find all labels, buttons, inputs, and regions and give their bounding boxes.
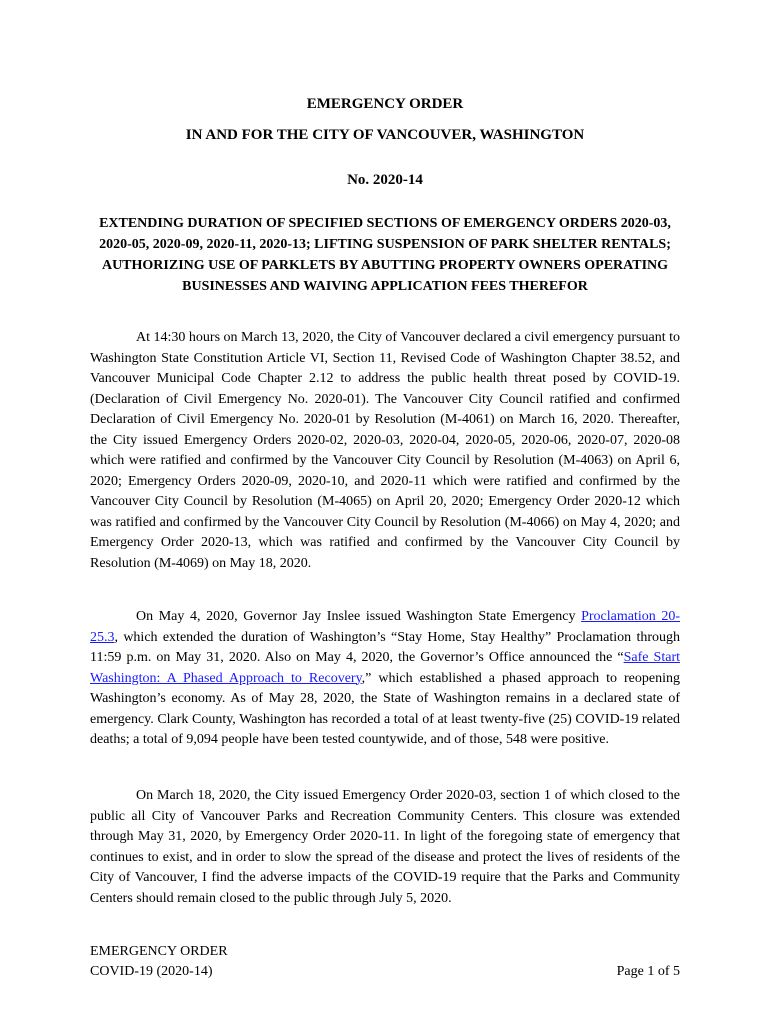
footer-line-1: EMERGENCY ORDER [90, 944, 228, 959]
page-number: Page 1 of 5 [616, 964, 680, 979]
paragraph-2-text-a: On May 4, 2020, Governor Jay Inslee issued Washington State Emergency [136, 609, 582, 624]
paragraph-2-text-c: ,” which established a phased approach to reopening Washington’s economy. As of May 28, 2020, the State of Washington remains in a declared state of emergency. Clark County, Washington has recorded a total of at least twenty-five (25) COVID-19 related deaths; a total of 9,094 people have been tested countywide, and of those, 548 were positive. [90, 670, 680, 747]
paragraph-2 [90, 607, 680, 751]
order-title: EMERGENCY ORDER [306, 96, 464, 112]
proclamation-link[interactable]: Proclamation 20-25.3 [90, 609, 681, 645]
safe-start-link[interactable]: Safe Start Washington: A Phased Approach to Recovery [90, 650, 680, 686]
order-number: No. 2020-14 [347, 172, 423, 188]
order-subtitle: EXTENDING DURATION OF SPECIFIED SECTIONS OF EMERGENCY ORDERS 2020-03, 2020-05, 2020-09, 2020-11, 2020-13; LIFTING SUSPENSION OF PARK SHELTER RENTALS; AUTHORIZING USE OF PARKLETS BY ABUTTING PROPERTY OWNERS OPERATING BUSINESSES AND WAIVING APPLICATION FEES THEREFOR [99, 216, 671, 294]
footer-line-2: COVID-19 (2020-14) [90, 964, 213, 979]
paragraph-3: On March 18, 2020, the City issued Emergency Order 2020-03, section 1 of which closed to the public all City of Vancouver Parks and Recreation Community Centers. This closure was extended through May 31, 2020, by Emergency Order 2020-11. In light of the foregoing state of emergency that continues to exist, and in order to slow the spread of the disease and protect the lives of residents of the City of Vancouver, I find the adverse impacts of the COVID-19 require that the Parks and Community Centers should remain closed to the public through July 5, 2020. [90, 788, 680, 906]
order-jurisdiction: IN AND FOR THE CITY OF VANCOUVER, WASHINGTON [185, 127, 585, 143]
footer-label [90, 942, 228, 982]
paragraph-1: At 14:30 hours on March 13, 2020, the City of Vancouver declared a civil emergency pursuant to Washington State Constitution Article VI, Section 11, Revised Code of Washington Chapter 38.52, and Vancouver Municipal Code Chapter 2.12 to address the public health threat posed by COVID-19. (Declaration of Civil Emergency No. 2020-01). The Vancouver City Council ratified and confirmed Declaration of Civil Emergency No. 2020-01 by Resolution (M-4061) on March 16, 2020. Thereafter, the City issued Emergency Orders 2020-02, 2020-03, 2020-04, 2020-05, 2020-06, 2020-07, 2020-08 which were ratified and confirmed by the Vancouver City Council by Resolution (M-4063) on April 6, 2020; Emergency Orders 2020-09, 2020-10, and 2020-11 which were ratified and confirmed by the Vancouver City Council by Resolution (M-4065) on April 20, 2020; Emergency Order 2020-12 which was ratified and confirmed by the Vancouver City Council by Resolution (M-4066) on May 4, 2020; and Emergency Order 2020-13, which was ratified and confirmed by the Vancouver City Council by Resolution (M-4069) on May 18, 2020. [90, 330, 680, 571]
paragraph-2-text-b: , which extended the duration of Washington’s “Stay Home, Stay Healthy” Proclamation through 11:59 p.m. on May 31, 2020. Also on May 4, 2020, the Governor’s Office announced the “ [90, 629, 680, 665]
